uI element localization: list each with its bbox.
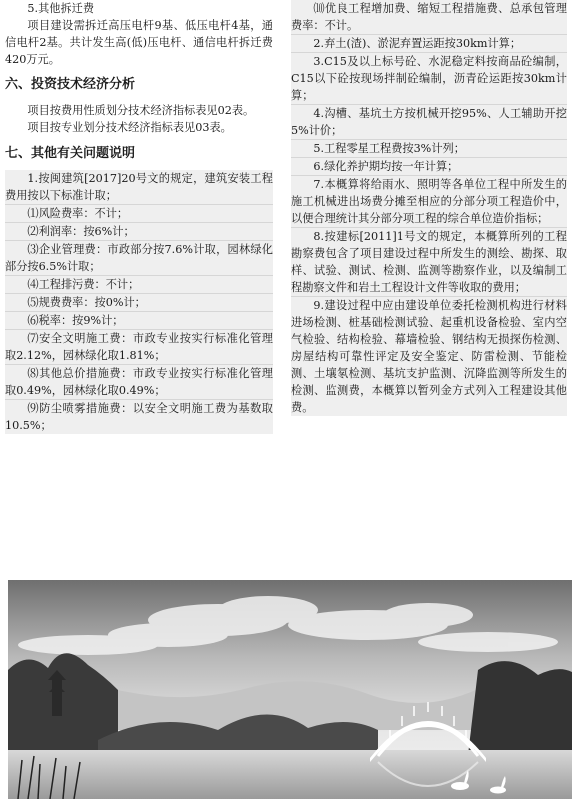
- ink-landscape-bridge-image: [8, 580, 572, 799]
- section-6-p1: 项目按费用性质划分技术经济指标表见02表。: [27, 104, 255, 117]
- list-item-9: ⑼防尘喷雾措施费：以安全文明施工费为基数取10.5%；: [5, 402, 273, 432]
- right-item-9: 9.建设过程中应由建设单位委托检测机构进行材料进场检测、桩基础检测试验、起重机设备检验、室内空气检验、结构检验、幕墙检验、钢结构无损探伤检测、房屋结构可靠性评定及安全鉴定、防雷检测、节能检测、土壤氡检测、基坑支护监测、沉降监测等所发生的检测、监测费，本概算以暂列金方式列入工程建设其他费。: [291, 299, 567, 414]
- right-item-6: 6.绿化养护期均按一年计算；: [291, 158, 567, 176]
- heading-section-6: 六、投资技术经济分析: [5, 77, 136, 92]
- section-6-p2: 项目按专业划分技术经济指标表见03表。: [27, 121, 232, 134]
- left-column: [5, 0, 273, 434]
- list-item-3: ⑶企业管理费：市政部分按7.6%计取，园林绿化部分按6.5%计取；: [5, 241, 273, 276]
- list-item-6: ⑹税率：按9%计；: [5, 312, 273, 330]
- right-item-4: 4.沟槽、基坑土方按机械开挖95%、人工辅助开挖5%计价；: [291, 105, 567, 140]
- list-item-2: ⑵利润率：按6%计；: [5, 223, 273, 241]
- list-item-10: ⑽优良工程增加费、缩短工程措施费、总承包管理费率：不计。: [291, 0, 567, 35]
- right-item-3: 3.C15及以上标号砼、水泥稳定料按商品砼编制，C15以下砼按现场拌制砼编制，沥青砼运距按30km计算；: [291, 53, 567, 105]
- heading-section-7: 七、其他有关问题说明: [5, 146, 136, 161]
- section-7-item-1: 1.按闽建筑[2017]20号文的规定，建筑安装工程费用按以下标准计取；: [5, 170, 273, 205]
- right-column: [291, 0, 567, 416]
- right-item-2: 2.弃土(渣)、淤泥弃置运距按30km计算；: [291, 35, 567, 53]
- right-item-7: 7.本概算将给雨水、照明等各单位工程中所发生的施工机械进出场费分摊至相应的分部分项工程造价中，以便合理统计其分部分项工程的综合单位造价指标；: [291, 176, 567, 228]
- section-5-text: 项目建设需拆迁高压电杆9基、低压电杆4基，通信电杆2基。共计发生高(低)压电杆、通信电杆拆迁费420万元。: [5, 19, 273, 66]
- list-item-7: ⑺安全文明施工费：市政专业按实行标准化管理取2.12%，园林绿化取1.81%；: [5, 330, 273, 365]
- list-item-5: ⑸规费费率：按0%计；: [5, 294, 273, 312]
- list-item-1: ⑴风险费率：不计；: [5, 205, 273, 223]
- list-item-4: ⑷工程排污费：不计；: [5, 276, 273, 294]
- list-item-8: ⑻其他总价措施费：市政专业按实行标准化管理取0.49%，园林绿化取0.49%；: [5, 365, 273, 400]
- right-item-8: 8.按建标[2011]1号文的规定，本概算所列的工程勘察费包含了项目建设过程中所发生的测绘、勘探、取样、试验、测试、检测、监测等勘察作业，以及编制工程勘察文件和岩土工程设计文件等收取的费用；: [291, 228, 567, 297]
- section-5-title: 5.其他拆迁费: [27, 2, 95, 15]
- right-item-5: 5.工程零星工程费按3%计列；: [291, 140, 567, 158]
